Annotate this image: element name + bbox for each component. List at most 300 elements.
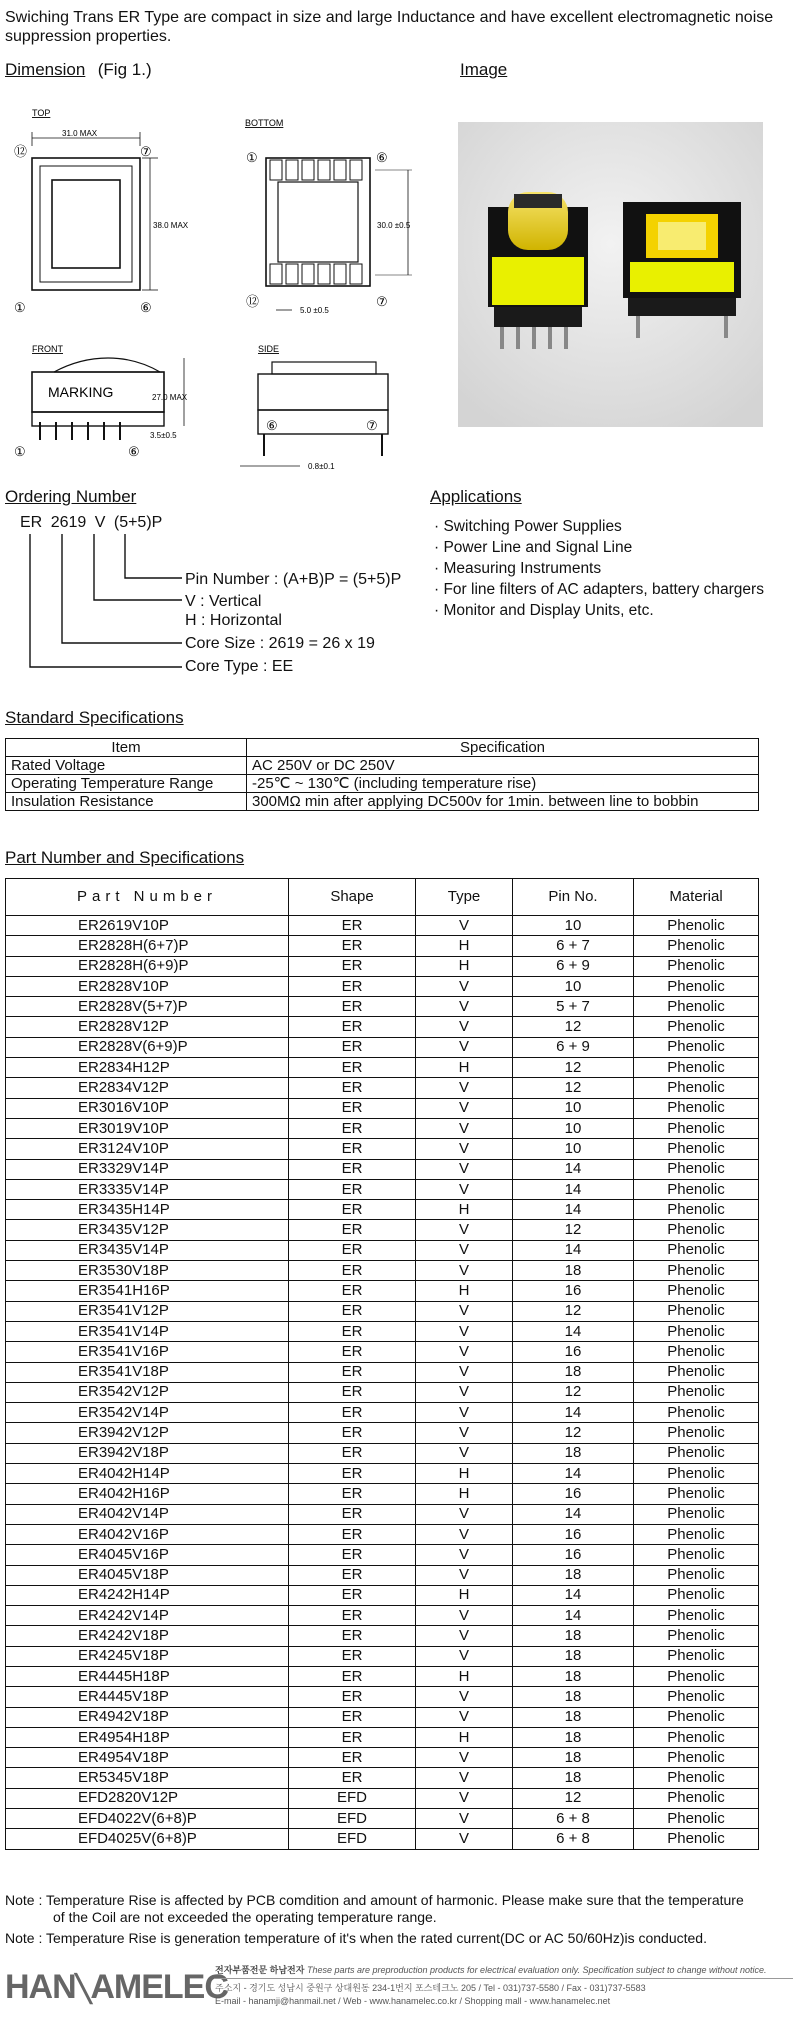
legend-core-type: Core Type : EE [185,658,294,675]
code-core-type: ER [20,514,43,531]
type-cell: H [416,1281,513,1301]
shape-cell: ER [289,956,416,976]
material-cell: Phenolic [634,1687,759,1707]
part-number-cell: ER3942V18P [6,1443,289,1463]
top-core [52,180,120,268]
application-item: · Monitor and Display Units, etc. [434,600,764,621]
material-cell: Phenolic [634,1545,759,1565]
part-number-cell: ER4242H14P [6,1585,289,1605]
pin-no-cell: 14 [513,1606,634,1626]
pin-pitch-text: 5.0 ±0.5 [300,306,329,315]
code-pin-number: (5+5)P [113,514,163,531]
legend-vertical: V : Vertical [185,593,262,610]
table-row [6,1220,759,1240]
part-number-cell: ER3530V18P [6,1261,289,1281]
material-cell: Phenolic [634,1504,759,1524]
dimension-heading [5,60,152,80]
type-cell: V [416,1017,513,1037]
type-cell: V [416,1707,513,1727]
material-cell: Phenolic [634,1261,759,1281]
pin-no-cell: 12 [513,1301,634,1321]
type-cell: V [416,1768,513,1788]
shape-cell: ER [289,1179,416,1199]
pin-no-cell: 6 + 9 [513,1037,634,1057]
part-number-cell: ER2834V12P [6,1078,289,1098]
material-cell: Phenolic [634,1342,759,1362]
pin-no-cell: 18 [513,1687,634,1707]
part-number-cell: ER4954V18P [6,1748,289,1768]
type-cell: V [416,1098,513,1118]
pin-no-cell: 10 [513,916,634,936]
code-core-size: 2619 [50,514,87,531]
type-cell: H [416,1200,513,1220]
image-title: Image [460,60,508,79]
pin-no-cell: 14 [513,1159,634,1179]
column-header-pin-no: Pin No. [513,879,634,916]
type-cell: V [416,1809,513,1829]
table-row [6,956,759,976]
table-row [6,976,759,996]
type-cell: V [416,997,513,1017]
pin-no-cell: 12 [513,1220,634,1240]
pin-6-label: ⑥ [140,300,152,315]
material-cell: Phenolic [634,1403,759,1423]
shape-cell: ER [289,1362,416,1382]
material-cell: Phenolic [634,916,759,936]
table-row [6,1606,759,1626]
table-row [6,1139,759,1159]
table-row [6,1261,759,1281]
bottom-height-text: 30.0 ±0.5 [377,221,411,230]
front-coil-top [54,358,160,372]
pin-no-cell: 6 + 9 [513,956,634,976]
material-cell: Phenolic [634,1179,759,1199]
shape-cell: ER [289,1545,416,1565]
footer-tagline: These parts are preproduction products for electrical evaluation only. Specification subject to change without notice. [306,1965,767,1975]
table-row [6,1321,759,1341]
company-logo: HAN╲AMELEC [5,1968,228,2006]
footer-divider [215,1978,793,1979]
pin-no-cell: 6 + 8 [513,1829,634,1849]
table-row [6,1301,759,1321]
part-number-cell: ER2828V(6+9)P [6,1037,289,1057]
type-cell: V [416,1301,513,1321]
pin-no-cell: 14 [513,1403,634,1423]
part-number-cell: ER2828V10P [6,976,289,996]
column-header-material: Material [634,879,759,916]
pin-7-label: ⑦ [140,144,152,159]
material-cell: Phenolic [634,1646,759,1666]
shape-cell: ER [289,1707,416,1727]
shape-cell: ER [289,1464,416,1484]
pin-12-label: ⑫ [14,144,28,159]
pin-1-label: ① [14,300,26,315]
code-orientation: V [94,514,106,531]
table-row [6,1666,759,1686]
type-cell: H [416,1058,513,1078]
type-cell: V [416,1748,513,1768]
material-cell: Phenolic [634,1058,759,1078]
shape-cell: ER [289,1240,416,1260]
shape-cell: ER [289,1443,416,1463]
table-row [6,1382,759,1402]
pin-no-cell: 14 [513,1200,634,1220]
top-outline [32,158,140,290]
pin-no-cell: 18 [513,1727,634,1747]
applications-title: Applications [430,487,522,506]
pin-no-cell: 18 [513,1707,634,1727]
pin-no-cell: 14 [513,1321,634,1341]
shape-cell: ER [289,976,416,996]
spec-item: Operating Temperature Range [6,775,247,793]
part-number-cell: ER3016V10P [6,1098,289,1118]
parts-title: Part Number and Specifications [5,848,245,867]
pin-no-cell: 18 [513,1748,634,1768]
type-cell: V [416,1179,513,1199]
pin-no-cell: 10 [513,1139,634,1159]
part-number-cell: ER3541V16P [6,1342,289,1362]
shape-cell: ER [289,1748,416,1768]
material-cell: Phenolic [634,1301,759,1321]
pin-no-cell: 12 [513,1382,634,1402]
part-number-cell: ER2828H(6+9)P [6,956,289,976]
front-height-text: 27.0 MAX [152,393,188,402]
top-height-text: 38.0 MAX [153,221,189,230]
svg-text:⑥: ⑥ [266,418,278,433]
shape-cell: ER [289,1504,416,1524]
type-cell: V [416,1382,513,1402]
shape-cell: ER [289,1687,416,1707]
application-item: · For line filters of AC adapters, battery chargers [434,579,764,600]
pin-no-cell: 16 [513,1524,634,1544]
svg-text:⑥: ⑥ [128,444,140,459]
table-row [6,1504,759,1524]
front-label: FRONT [32,344,63,354]
material-cell: Phenolic [634,1321,759,1341]
table-row [6,1748,759,1768]
legend-pin-number: Pin Number : (A+B)P = (5+5)P [185,571,402,588]
table-header-row [6,739,759,757]
shape-cell: ER [289,1585,416,1605]
pin-no-cell: 10 [513,1098,634,1118]
material-cell: Phenolic [634,1727,759,1747]
part-number-cell: ER3124V10P [6,1139,289,1159]
table-row [6,1118,759,1138]
note-1: Note : Temperature Rise is affected by PCB comdition and amount of harmonic. Please make sure that the temperature of the Coil are not exceeded the operating temperature range. [5,1892,744,1925]
table-row [6,1727,759,1747]
shape-cell: ER [289,1261,416,1281]
type-cell: V [416,976,513,996]
shape-cell: ER [289,1159,416,1179]
shape-cell: ER [289,1321,416,1341]
pin-no-cell: 18 [513,1626,634,1646]
type-cell: V [416,1240,513,1260]
part-number-cell: ER4042V14P [6,1504,289,1524]
part-number-cell: ER3541V18P [6,1362,289,1382]
table-row [6,775,759,793]
type-cell: V [416,1139,513,1159]
footer-contact: E-mail - hanamji@hanmail.net / Web - www.hanamelec.co.kr / Shopping mall - www.hanamelec.net [215,1996,611,2006]
type-cell: V [416,1220,513,1240]
material-cell: Phenolic [634,1524,759,1544]
table-row [6,1159,759,1179]
shape-cell: ER [289,1403,416,1423]
type-cell: V [416,1261,513,1281]
ordering-title: Ordering Number [5,487,137,506]
part-number-cell: ER4445H18P [6,1666,289,1686]
part-number-cell: ER4942V18P [6,1707,289,1727]
table-row [6,916,759,936]
type-cell: V [416,1646,513,1666]
shape-cell: ER [289,1484,416,1504]
table-row [6,1768,759,1788]
ordering-legend [185,570,401,676]
pin-no-cell: 18 [513,1565,634,1585]
table-row [6,936,759,956]
material-cell: Phenolic [634,1809,759,1829]
material-cell: Phenolic [634,1382,759,1402]
side-label: SIDE [258,344,280,354]
pin-no-cell: 14 [513,1585,634,1605]
svg-text:①: ① [14,444,26,459]
table-row [6,1403,759,1423]
material-cell: Phenolic [634,1707,759,1727]
type-cell: V [416,1443,513,1463]
table-row [6,1281,759,1301]
part-number-cell: ER3942V12P [6,1423,289,1443]
material-cell: Phenolic [634,1666,759,1686]
pin-no-cell: 6 + 7 [513,936,634,956]
ordering-leader-lines [0,530,190,670]
shape-cell: ER [289,1423,416,1443]
table-row [6,1788,759,1808]
shape-cell: ER [289,1058,416,1078]
type-cell: V [416,1565,513,1585]
type-cell: V [416,916,513,936]
type-cell: H [416,1666,513,1686]
pin-width-text: 0.8±0.1 [308,462,335,471]
type-cell: V [416,1403,513,1423]
material-cell: Phenolic [634,1118,759,1138]
material-cell: Phenolic [634,1037,759,1057]
material-cell: Phenolic [634,997,759,1017]
shape-cell: ER [289,1727,416,1747]
pin-no-cell: 18 [513,1666,634,1686]
pin-no-cell: 6 + 8 [513,1809,634,1829]
pin-no-cell: 12 [513,1788,634,1808]
pin-no-cell: 18 [513,1443,634,1463]
column-header: Item [6,739,247,757]
shape-cell: EFD [289,1788,416,1808]
pin-no-cell: 18 [513,1646,634,1666]
pin-no-cell: 16 [513,1545,634,1565]
table-row [6,1098,759,1118]
table-row [6,1443,759,1463]
bottom-pins-bottom [270,264,362,284]
material-cell: Phenolic [634,956,759,976]
table-row [6,1524,759,1544]
shape-cell: ER [289,1281,416,1301]
table-row [6,1545,759,1565]
material-cell: Phenolic [634,1768,759,1788]
part-number-cell: ER3541H16P [6,1281,289,1301]
pin-no-cell: 18 [513,1362,634,1382]
part-number-cell: ER4045V16P [6,1545,289,1565]
type-cell: V [416,1362,513,1382]
type-cell: H [416,1727,513,1747]
table-row [6,1240,759,1260]
type-cell: H [416,1464,513,1484]
footer [5,1960,795,2018]
type-cell: V [416,1687,513,1707]
part-number-cell: ER3541V12P [6,1301,289,1321]
part-number-cell: ER3435H14P [6,1200,289,1220]
top-width-text: 31.0 MAX [62,129,98,138]
table-row [6,1829,759,1849]
type-cell: V [416,1545,513,1565]
type-cell: H [416,936,513,956]
pin-no-cell: 12 [513,1423,634,1443]
part-number-cell: ER3541V14P [6,1321,289,1341]
side-body [258,374,388,410]
material-cell: Phenolic [634,1139,759,1159]
side-top [272,362,376,374]
pin-no-cell: 10 [513,1118,634,1138]
part-number-cell: ER3019V10P [6,1118,289,1138]
svg-text:⑫: ⑫ [246,294,260,309]
part-number-cell: ER4045V18P [6,1565,289,1585]
table-row [6,1362,759,1382]
part-number-cell: ER4042H14P [6,1464,289,1484]
pin-no-cell: 5 + 7 [513,997,634,1017]
application-item: · Measuring Instruments [434,558,764,579]
type-cell: H [416,1585,513,1605]
svg-text:⑦: ⑦ [376,294,388,309]
part-number-cell: ER4245V18P [6,1646,289,1666]
shape-cell: ER [289,936,416,956]
table-row [6,1565,759,1585]
type-cell: V [416,1037,513,1057]
shape-cell: ER [289,1768,416,1788]
type-cell: V [416,1788,513,1808]
applications-list [434,516,764,621]
part-number-cell: ER4445V18P [6,1687,289,1707]
part-number-cell: ER3435V14P [6,1240,289,1260]
table-row [6,793,759,811]
table-row [6,1809,759,1829]
legend-core-size: Core Size : 2619 = 26 x 19 [185,635,375,652]
shape-cell: ER [289,1139,416,1159]
shape-cell: ER [289,997,416,1017]
bottom-label: BOTTOM [245,118,284,128]
transformer-vertical [488,192,588,349]
material-cell: Phenolic [634,1443,759,1463]
part-number-cell: ER4042H16P [6,1484,289,1504]
shape-cell: ER [289,1382,416,1402]
pin-no-cell: 14 [513,1240,634,1260]
material-cell: Phenolic [634,1200,759,1220]
shape-cell: ER [289,1118,416,1138]
pin-no-cell: 16 [513,1342,634,1362]
part-number-cell: EFD4022V(6+8)P [6,1809,289,1829]
material-cell: Phenolic [634,1240,759,1260]
type-cell: V [416,1423,513,1443]
note-2: Note : Temperature Rise is generation temperature of it's when the rated current(DC or AC 50/60Hz)is conducted. [5,1930,707,1946]
front-pins [40,422,120,440]
table-row [6,1646,759,1666]
column-header-shape: Shape [289,879,416,916]
table-header-row [6,879,759,916]
top-label: TOP [32,108,51,118]
shape-cell: ER [289,1342,416,1362]
type-cell: H [416,1484,513,1504]
shape-cell: EFD [289,1829,416,1849]
column-header-part-number: Part Number [6,879,289,916]
pin-no-cell: 16 [513,1281,634,1301]
part-number-cell: EFD2820V12P [6,1788,289,1808]
shape-cell: ER [289,1078,416,1098]
pin-no-cell: 14 [513,1179,634,1199]
table-row [6,1017,759,1037]
shape-cell: ER [289,1565,416,1585]
part-number-cell: ER5345V18P [6,1768,289,1788]
marking-label: MARKING [48,384,114,400]
material-cell: Phenolic [634,1098,759,1118]
table-row [6,1200,759,1220]
material-cell: Phenolic [634,1220,759,1240]
shape-cell: ER [289,1220,416,1240]
legend-horizontal: H : Horizontal [185,612,282,629]
shape-cell: ER [289,916,416,936]
part-number-cell: ER2828H(6+7)P [6,936,289,956]
pin-no-cell: 12 [513,1078,634,1098]
table-row [6,997,759,1017]
column-header-type: Type [416,879,513,916]
shape-cell: ER [289,1646,416,1666]
footer-korean-tag: 전자부품전문 하남전자 [215,1965,305,1975]
material-cell: Phenolic [634,1626,759,1646]
shape-cell: ER [289,1301,416,1321]
table-row [6,1707,759,1727]
spec-value: AC 250V or DC 250V [247,757,759,775]
type-cell: V [416,1159,513,1179]
bottom-pins-top [270,160,362,180]
part-number-cell: ER4242V18P [6,1626,289,1646]
table-row [6,757,759,775]
pin-no-cell: 12 [513,1058,634,1078]
type-cell: V [416,1626,513,1646]
pin-length-text: 3.5±0.5 [150,431,177,440]
shape-cell: ER [289,1017,416,1037]
pin-no-cell: 14 [513,1504,634,1524]
part-number-cell: ER3542V14P [6,1403,289,1423]
type-cell: V [416,1078,513,1098]
dimension-fig-label: (Fig 1.) [97,60,152,79]
type-cell: H [416,956,513,976]
material-cell: Phenolic [634,1464,759,1484]
pin-no-cell: 18 [513,1768,634,1788]
part-number-cell: ER3335V14P [6,1179,289,1199]
svg-text:⑦: ⑦ [366,418,378,433]
spec-value: 300MΩ min after applying DC500v for 1min. between line to bobbin [247,793,759,811]
shape-cell: ER [289,1037,416,1057]
shape-cell: EFD [289,1809,416,1829]
svg-text:①: ① [246,150,258,165]
shape-cell: ER [289,1606,416,1626]
part-number-cell: ER2828V12P [6,1017,289,1037]
part-number-cell: ER4242V14P [6,1606,289,1626]
table-row [6,1078,759,1098]
